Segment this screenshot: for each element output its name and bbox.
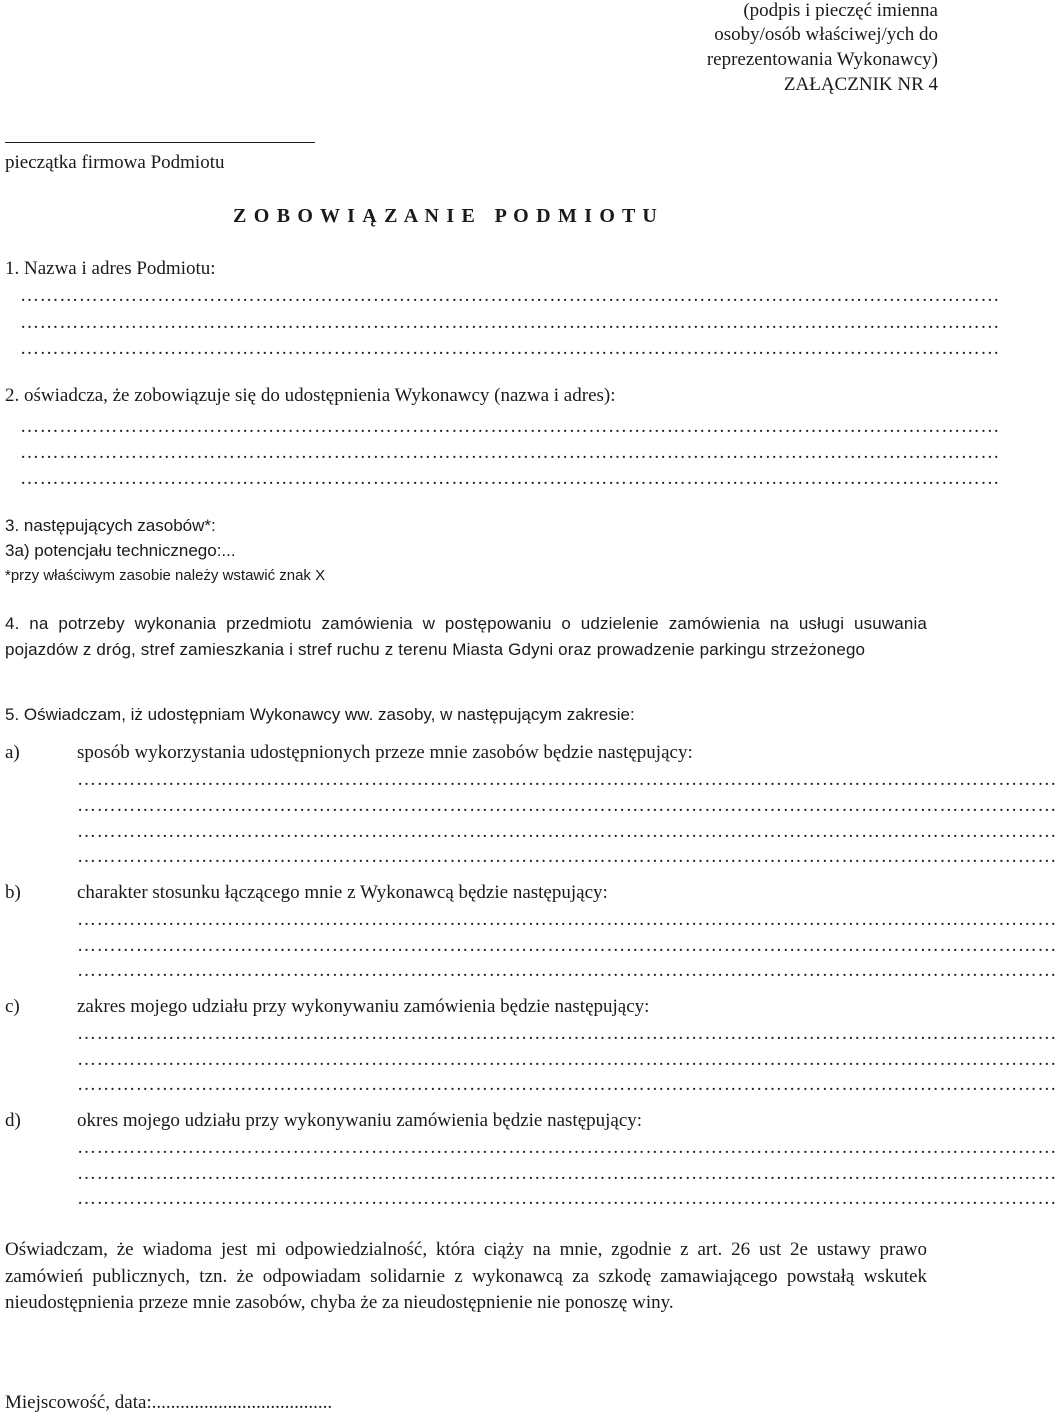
item-b-dots-line-3: …………………………………………………………………………………………………………………………………… [77,960,1057,981]
section3-label: 3. następujących zasobów*: [5,516,216,535]
section2-dots-line-2: …………………………………………………………………………………………………………………………………… [20,442,1000,463]
item-c-text: zakres mojego udziału przy wykonywaniu zamówienia będzie następujący: [77,996,650,1017]
section1-dots-line-1: …………………………………………………………………………………………………………………………………… [20,285,1000,306]
item-b-text: charakter stosunku łączącego mnie z Wykonawcą będzie następujący: [77,882,608,903]
section2-label: 2. oświadcza, że zobowiązuje się do udostępnienia Wykonawcy (nazwa i adres): [5,385,616,406]
signature-caption-line2: osoby/osób właściwej/ych do [714,24,938,45]
section2-dots-line-1: …………………………………………………………………………………………………………………………………… [20,416,1000,437]
item-c-dots-line-3: …………………………………………………………………………………………………………………………………… [77,1074,1057,1095]
section1-dots-line-3: …………………………………………………………………………………………………………………………………… [20,338,1000,359]
item-c-dots-line-1: …………………………………………………………………………………………………………………………………… [77,1023,1057,1044]
stamp-label: pieczątka firmowa Podmiotu [5,152,225,173]
item-a-dots-line-3: …………………………………………………………………………………………………………………………………… [77,821,1057,842]
item-d-letter: d) [5,1110,21,1131]
item-c-dots-line-2: …………………………………………………………………………………………………………………………………… [77,1049,1057,1070]
section5-label: 5. Oświadczam, iż udostępniam Wykonawcy ww. zasoby, w następującym zakresie: [5,705,635,724]
signature-caption-line3: reprezentowania Wykonawcy) [706,49,938,70]
section3-item: 3a) potencjału technicznego:... [5,541,236,560]
place-date-field: Miejscowość, data:...................................... [5,1392,333,1413]
stamp-line [5,142,315,143]
section4-text: 4. na potrzeby wykonania przedmiotu zamówienia w postępowaniu o udzielenie zamówienia na usługi usuwania pojazdów z dróg, stref zamieszkania i stref ruchu z terenu Miasta Gdyni oraz prowadzenie parkingu strzeżonego [5,614,927,659]
item-d-text: okres mojego udziału przy wykonywaniu zamówienia będzie następujący: [77,1110,643,1131]
item-b-letter: b) [5,882,21,903]
item-a-letter: a) [5,742,20,763]
item-d-dots-line-2: …………………………………………………………………………………………………………………………………… [77,1163,1057,1184]
item-b-dots-line-2: …………………………………………………………………………………………………………………………………… [77,935,1057,956]
item-d-dots-line-1: …………………………………………………………………………………………………………………………………… [77,1137,1057,1158]
item-a-dots-line-1: …………………………………………………………………………………………………………………………………… [77,769,1057,790]
item-a-dots-line-4: …………………………………………………………………………………………………………………………………… [77,846,1057,867]
section1-dots-line-2: …………………………………………………………………………………………………………………………………… [20,312,1000,333]
section2-dots-line-3: …………………………………………………………………………………………………………………………………… [20,468,1000,489]
item-a-dots-line-2: …………………………………………………………………………………………………………………………………… [77,795,1057,816]
liability-declaration: Oświadczam, że wiadoma jest mi odpowiedzialność, która ciąży na mnie, zgodnie z art. 26 ust 2e ustawy prawo zamówień publicznych, tzn. że odpowiadam solidarnie z wykonawcą za szkodę zamawiającego powstałą wskutek nieudostępnienia przeze mnie zasobów, chyba że za nieudostępnienie nie ponoszę winy. [5,1239,927,1313]
section1-label: 1. Nazwa i adres Podmiotu: [5,258,216,279]
signature-caption-line1: (podpis i pieczęć imienna [743,0,938,21]
item-c-letter: c) [5,996,20,1017]
document-title: Z O B O W I Ą Z A N I E P O D M I O T U [233,205,659,227]
section3-note: *przy właściwym zasobie należy wstawić znak X [5,567,326,584]
annex-number: ZAŁĄCZNIK NR 4 [783,74,938,95]
item-a-text: sposób wykorzystania udostępnionych przeze mnie zasobów będzie następujący: [77,742,693,763]
item-d-dots-line-3: …………………………………………………………………………………………………………………………………… [77,1188,1057,1209]
item-b-dots-line-1: …………………………………………………………………………………………………………………………………… [77,909,1057,930]
